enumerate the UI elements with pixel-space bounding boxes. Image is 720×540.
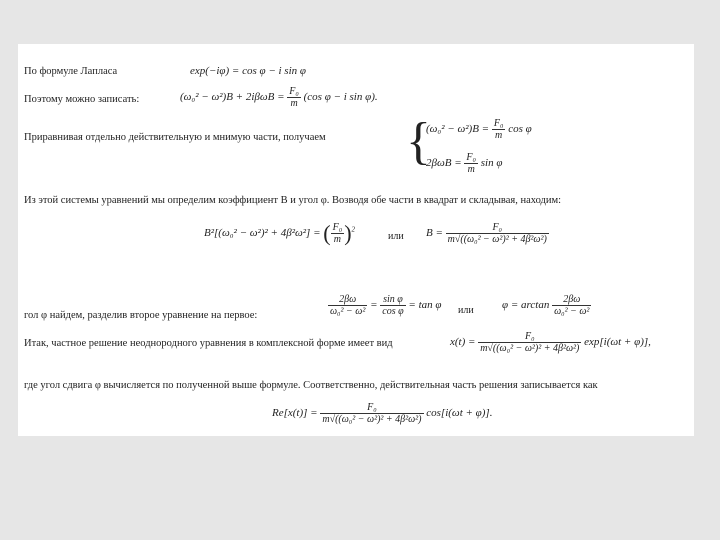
word-or-1: или [388,231,404,242]
system-eq1: (ω₀² − ω²)B = $\frac{\text{F₀}}{m}$ cos φ [426,118,532,141]
text-therefore: Поэтому можно записать: [24,94,140,105]
formula-arctan: φ = arctan $\frac{2\beta\omega}{\text{ω₀² − ω²}}$ [502,294,590,317]
formula-squared: B²[(ω₀² − ω²)² + 4β²ω²] = ( $\frac{\text{F₀}}{m}$ )$^2$ [204,220,356,246]
eq-right: (cos φ − i sin φ). [303,91,378,104]
text-equate: Приравнивая отдельно действительную и мнимую части, получаем [24,132,326,143]
text-shift: где угол сдвига φ вычисляется по полученной выше формуле. Соответственно, действительная часть решения записывается как [24,380,598,391]
text-from-system: Из этой системы уравнений мы определим коэффициент B и угол φ. Возводя обе части в квадрат и складывая, находим: [24,195,562,206]
system-brace: { [406,113,431,170]
formula-equation [180,86,378,109]
formula-tan: $\frac{2\beta\omega}{\text{ω₀² − ω²}}$ = $\frac{\text{sin φ}}{\text{cos φ}}$ = tan φ [330,294,442,317]
formula-euler: exp(−iφ) = cos φ − i sin φ [190,65,306,77]
text-laplace: По формуле Лапласа [24,66,118,77]
word-or-2: или [458,305,474,316]
formula-B: B = $\frac{\text{F₀}}{\text{m√((ω₀² − ω²)² + 4β²ω²)}}$ [426,222,547,245]
formula-x: x(t) = $\frac{\text{F₀}}{\text{m√((ω₀² − ω²)² + 4β²ω²)}}$ exp[i(ωt + φ)], [450,331,651,354]
text-particular: Итак, частное решение неоднородного уравнения в комплексной форме имеет вид [24,338,393,349]
slide [18,44,694,436]
eq-left: (ω₀² − ω²)B + 2iβωB = [180,91,285,104]
system-eq2: 2βωB = $\frac{\text{F₀}}{m}$ sin φ [426,152,503,175]
formula-real: Re[x(t)] = $\frac{\text{F₀}}{\text{m√((ω₀² − ω²)² + 4β²ω²)}}$ cos[i(ωt + φ)]. [272,402,493,425]
text-angle: гол φ найдем, разделив второе уравнение на первое: [24,310,258,321]
eq-fraction: $\frac{\text{F₀}}{m}$ [289,86,299,109]
